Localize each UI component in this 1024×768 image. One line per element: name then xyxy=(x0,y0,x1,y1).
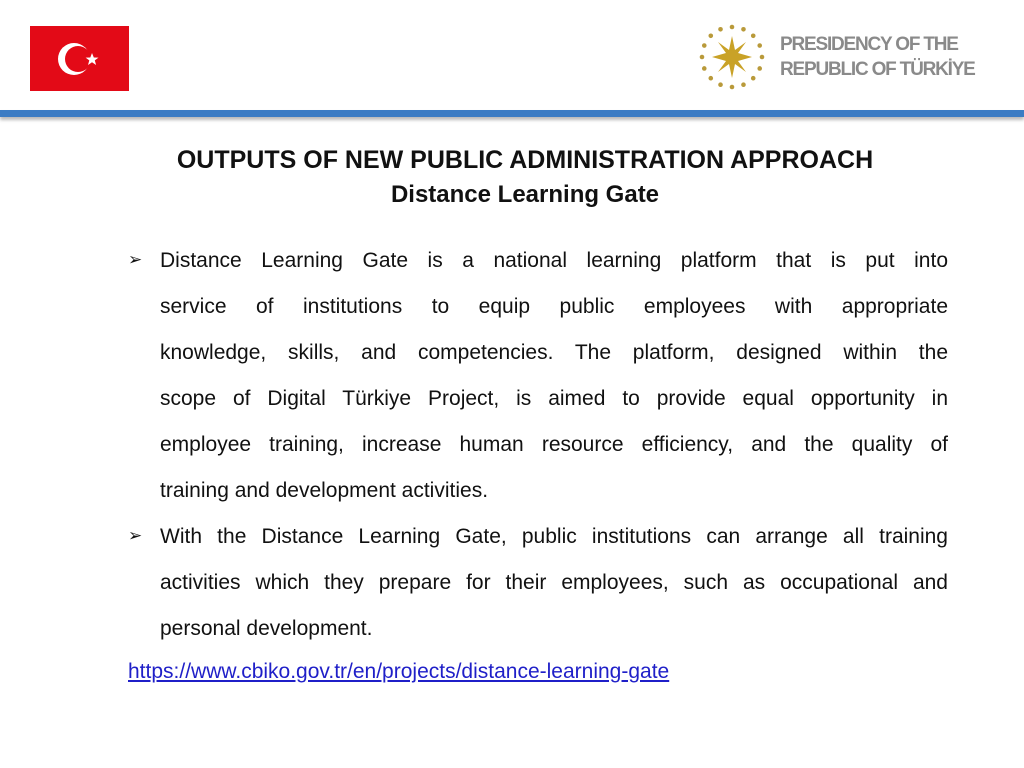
bullet-item xyxy=(128,238,948,514)
arrow-bullet-icon: ➢ xyxy=(128,526,143,545)
text-line: scope of Digital Türkiye Project, is aimed to provide equal opportunity in xyxy=(160,387,948,410)
text-line: activities which they prepare for their employees, such as occupational and xyxy=(160,571,948,594)
arrow-bullet-icon: ➢ xyxy=(128,250,143,269)
presidency-emblem-icon xyxy=(696,22,776,92)
text-line: Distance Learning Gate is a national learning platform that is put into xyxy=(160,249,948,272)
text-line: training and development activities. xyxy=(160,479,489,502)
logo-line-1: PRESIDENCY OF THE xyxy=(780,34,958,55)
turkey-flag xyxy=(30,26,129,91)
bullet-item xyxy=(128,514,948,652)
text-line: With the Distance Learning Gate, public institutions can arrange all training xyxy=(160,525,948,548)
text-line: knowledge, skills, and competencies. The platform, designed within the xyxy=(160,341,948,364)
logo-line-2: REPUBLIC OF TÜRKİYE xyxy=(780,59,975,80)
header-divider xyxy=(0,110,1024,117)
page-subtitle: Distance Learning Gate xyxy=(390,181,660,208)
project-link[interactable]: https://www.cbiko.gov.tr/en/projects/distance-learning-gate xyxy=(128,660,670,683)
page-title: OUTPUTS OF NEW PUBLIC ADMINISTRATION APPROACH xyxy=(176,146,874,174)
text-line: personal development. xyxy=(160,617,373,640)
presidency-logo xyxy=(696,22,986,92)
logo-text xyxy=(780,32,975,82)
content xyxy=(128,238,948,652)
text-line: service of institutions to equip public employees with appropriate xyxy=(160,295,948,318)
text-line: employee training, increase human resource efficiency, and the quality of xyxy=(160,433,948,456)
